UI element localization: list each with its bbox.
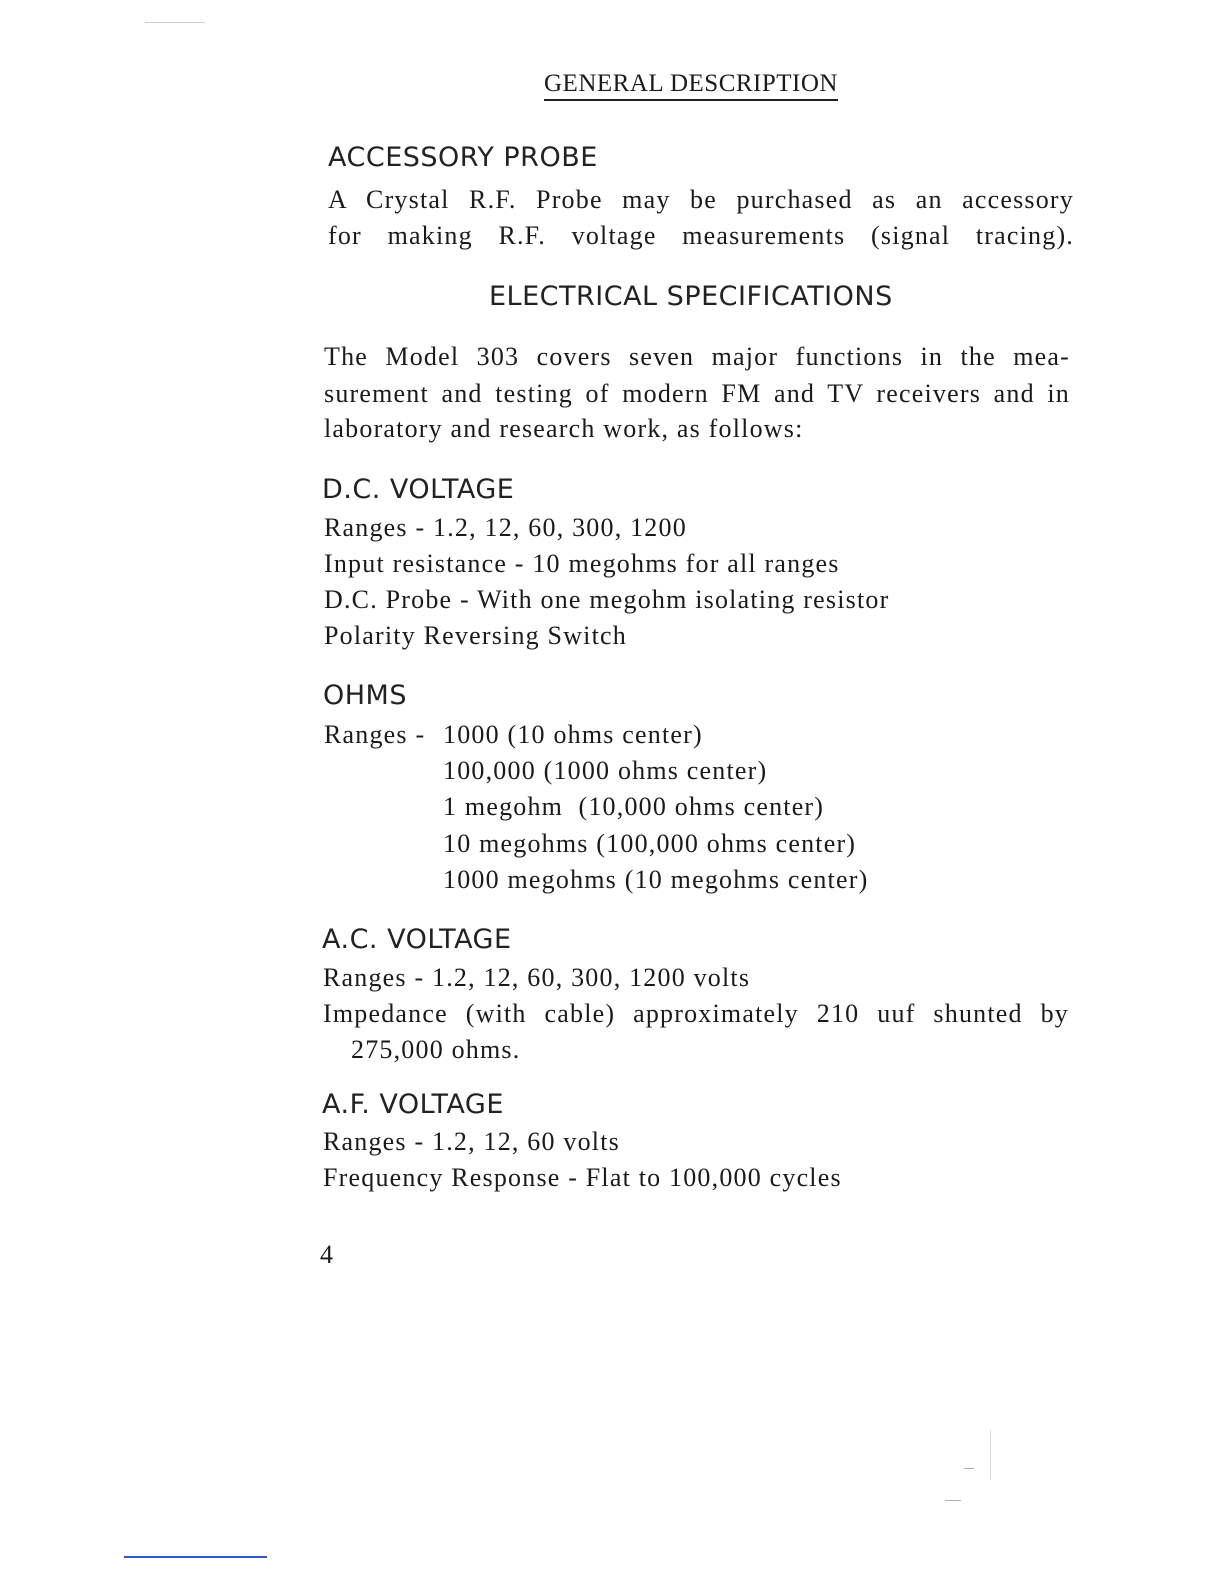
af-ranges: Ranges - 1.2, 12, 60 volts xyxy=(323,1127,620,1156)
ohms-range-4: 10 megohms (100,000 ohms center) xyxy=(443,829,857,858)
ac-impedance-continued: 275,000 ohms. xyxy=(351,1035,521,1064)
dc-ranges: Ranges - 1.2, 12, 60, 300, 1200 xyxy=(324,513,687,542)
scan-speck xyxy=(945,1500,961,1501)
scan-speck xyxy=(964,1468,974,1469)
accessory-line-1: A Crystal R.F. Probe may be purchased as an accessory xyxy=(328,185,1074,214)
dc-input-resistance: Input resistance - 10 megohms for all ranges xyxy=(324,549,840,578)
intro-line-2: surement and testing of modern FM and TV receivers and in xyxy=(324,379,1070,408)
ohms-range-3: 1 megohm (10,000 ohms center) xyxy=(443,792,825,821)
ac-ranges: Ranges - 1.2, 12, 60, 300, 1200 volts xyxy=(323,963,751,992)
accessory-line-2: for making R.F. voltage measurements (signal tracing). xyxy=(328,221,1074,250)
bottom-rule xyxy=(124,1556,267,1558)
ohms-ranges-label: Ranges - xyxy=(324,720,426,749)
page-number: 4 xyxy=(320,1240,335,1269)
page-header: GENERAL DESCRIPTION xyxy=(544,70,838,101)
ac-impedance: Impedance (with cable) approximately 210 uuf shunted by xyxy=(323,999,1069,1028)
intro-line-3: laboratory and research work, as follows: xyxy=(324,414,804,443)
electrical-specifications-heading: ELECTRICAL SPECIFICATIONS xyxy=(489,281,893,312)
ohms-range-2: 100,000 (1000 ohms center) xyxy=(443,756,768,785)
intro-line-1: The Model 303 covers seven major functions in the mea- xyxy=(324,342,1070,371)
af-voltage-heading: A.F. VOLTAGE xyxy=(322,1089,504,1120)
accessory-probe-heading: ACCESSORY PROBE xyxy=(328,142,598,173)
dc-voltage-heading: D.C. VOLTAGE xyxy=(322,474,515,505)
scan-speck xyxy=(145,22,205,23)
dc-probe: D.C. Probe - With one megohm isolating resistor xyxy=(324,585,890,614)
ohms-range-5: 1000 megohms (10 megohms center) xyxy=(443,865,869,894)
af-frequency-response: Frequency Response - Flat to 100,000 cycles xyxy=(323,1163,842,1192)
scan-speck xyxy=(990,1430,991,1480)
ac-voltage-heading: A.C. VOLTAGE xyxy=(322,924,512,955)
ohms-range-1: 1000 (10 ohms center) xyxy=(443,720,703,749)
ohms-heading: OHMS xyxy=(323,680,407,711)
dc-polarity-switch: Polarity Reversing Switch xyxy=(324,621,627,650)
